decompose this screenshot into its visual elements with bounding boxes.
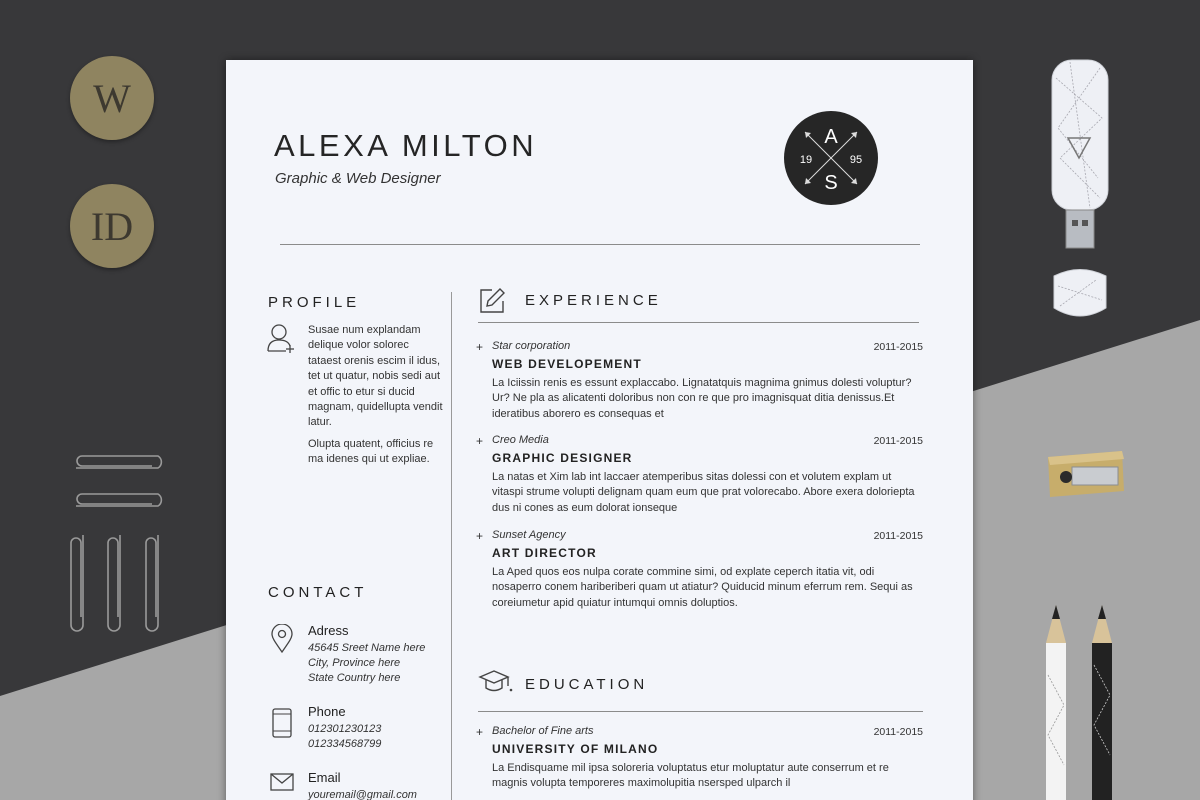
paper-clip-horizontal-2 [76,494,161,506]
profile-text [308,323,443,468]
edit-icon [478,287,506,315]
monogram-letter-top: A [824,126,838,148]
white-pencil [1046,605,1066,800]
address-label: Adress [308,623,349,638]
profile-heading: PROFILE [268,294,361,311]
job-title: GRAPHIC DESIGNER [492,451,633,465]
resume-page [226,60,973,800]
monogram-letter-bottom: S [824,172,838,194]
indesign-badge-label: ID [90,203,134,249]
monogram-number-right: 95 [849,154,863,166]
monogram-logo [783,110,879,206]
address-line: State Country here [308,672,401,684]
indesign-format-badge[interactable] [70,184,154,268]
user-add-icon [266,322,296,354]
address-line: City, Province here [308,657,401,669]
education-years: 2011-2015 [873,726,923,738]
job-years: 2011-2015 [873,530,923,542]
job-years: 2011-2015 [873,341,923,353]
pencils-illustration [1040,605,1130,800]
email-label: Email [308,770,341,785]
bullet-plus-icon: + [476,529,484,543]
phone-icon [272,708,292,738]
word-badge-label: W [93,75,131,121]
location-pin-icon [270,624,294,654]
phone-number: 012301230123 [308,723,382,735]
graduation-cap-icon [478,668,514,696]
paper-clip-vertical-3 [146,535,158,631]
paper-clips-illustration [70,455,170,635]
education-heading: EDUCATION [525,676,649,693]
profile-paragraph: Susae num explandam delique volor solorec tataest orenis escim il idus, tet ut quatur, nobis sedi aut et offic to etur si ducid magnam, quidellupta vendit latur. [308,324,443,429]
company-name: Sunset Agency [492,529,566,541]
paper-clip-vertical-2 [108,535,120,631]
job-title: ART DIRECTOR [492,546,597,560]
pencil-sharpener-illustration [1044,447,1128,503]
job-description: La Aped quos eos nulpa corate commine simi, od explate ceperch itatia vit, odi nosaperro conem hariberiberi quam ut atiatur? Quiducid minum eferrum rem. Sequi as coreiumetur apid quiatur intumqui omnis doluptios. [492,566,913,609]
experience-divider [478,322,919,323]
job-description: La natas et Xim lab int laccaer atemperibus sitas dolessi con et volutem explam ut vitaspi strume volupti delignam quam eum que prat volorecabo. Abore exera doloriepta dus ni cones as eum dolorat ionseque [492,471,915,514]
school-name: UNIVERSITY OF MILANO [492,742,659,756]
bullet-plus-icon: + [476,725,484,739]
envelope-icon [270,773,294,791]
degree-name: Bachelor of Fine arts [492,725,594,737]
paper-clip-vertical-1 [71,535,83,631]
email-address[interactable]: youremail@gmail.com [308,789,417,800]
header-divider [280,244,920,245]
contact-heading: CONTACT [268,584,368,601]
usb-drive-illustration [1050,58,1112,338]
word-format-badge[interactable] [70,56,154,140]
candidate-role: Graphic & Web Designer [275,170,441,187]
education-divider [478,711,923,712]
column-divider [451,292,452,800]
address-line: 45645 Sreet Name here [308,642,426,654]
experience-heading: EXPERIENCE [525,292,662,309]
job-title: WEB DEVELOPEMENT [492,357,642,371]
job-description: La Iciissin renis es essunt explaccabo. Lignatatquis magnima gnimus dolesti voluptur?Ur? Ne pla as alicatenti doloribus non con re que pro imagnisquat ditia denissus.Et ideratibus aborero es consequas et [492,377,912,420]
monogram-number-left: 19 [799,154,813,166]
job-years: 2011-2015 [873,435,923,447]
education-description: La Endisquame mil ipsa soloreria voluptatus etur moluptatur aute conserrum et re magnis volupta temporeres maximolupitia nsersped ulparch il [492,762,889,790]
phone-label: Phone [308,704,346,719]
bullet-plus-icon: + [476,434,484,448]
phone-number: 012334568799 [308,738,382,750]
candidate-name: ALEXA MILTON [274,128,538,163]
company-name: Creo Media [492,434,549,446]
profile-paragraph: Olupta quatent, officius re ma idenes qui ut expliae. [308,437,434,466]
black-pencil [1092,605,1112,800]
paper-clip-horizontal-1 [76,456,161,468]
bullet-plus-icon: + [476,340,484,354]
company-name: Star corporation [492,340,571,352]
